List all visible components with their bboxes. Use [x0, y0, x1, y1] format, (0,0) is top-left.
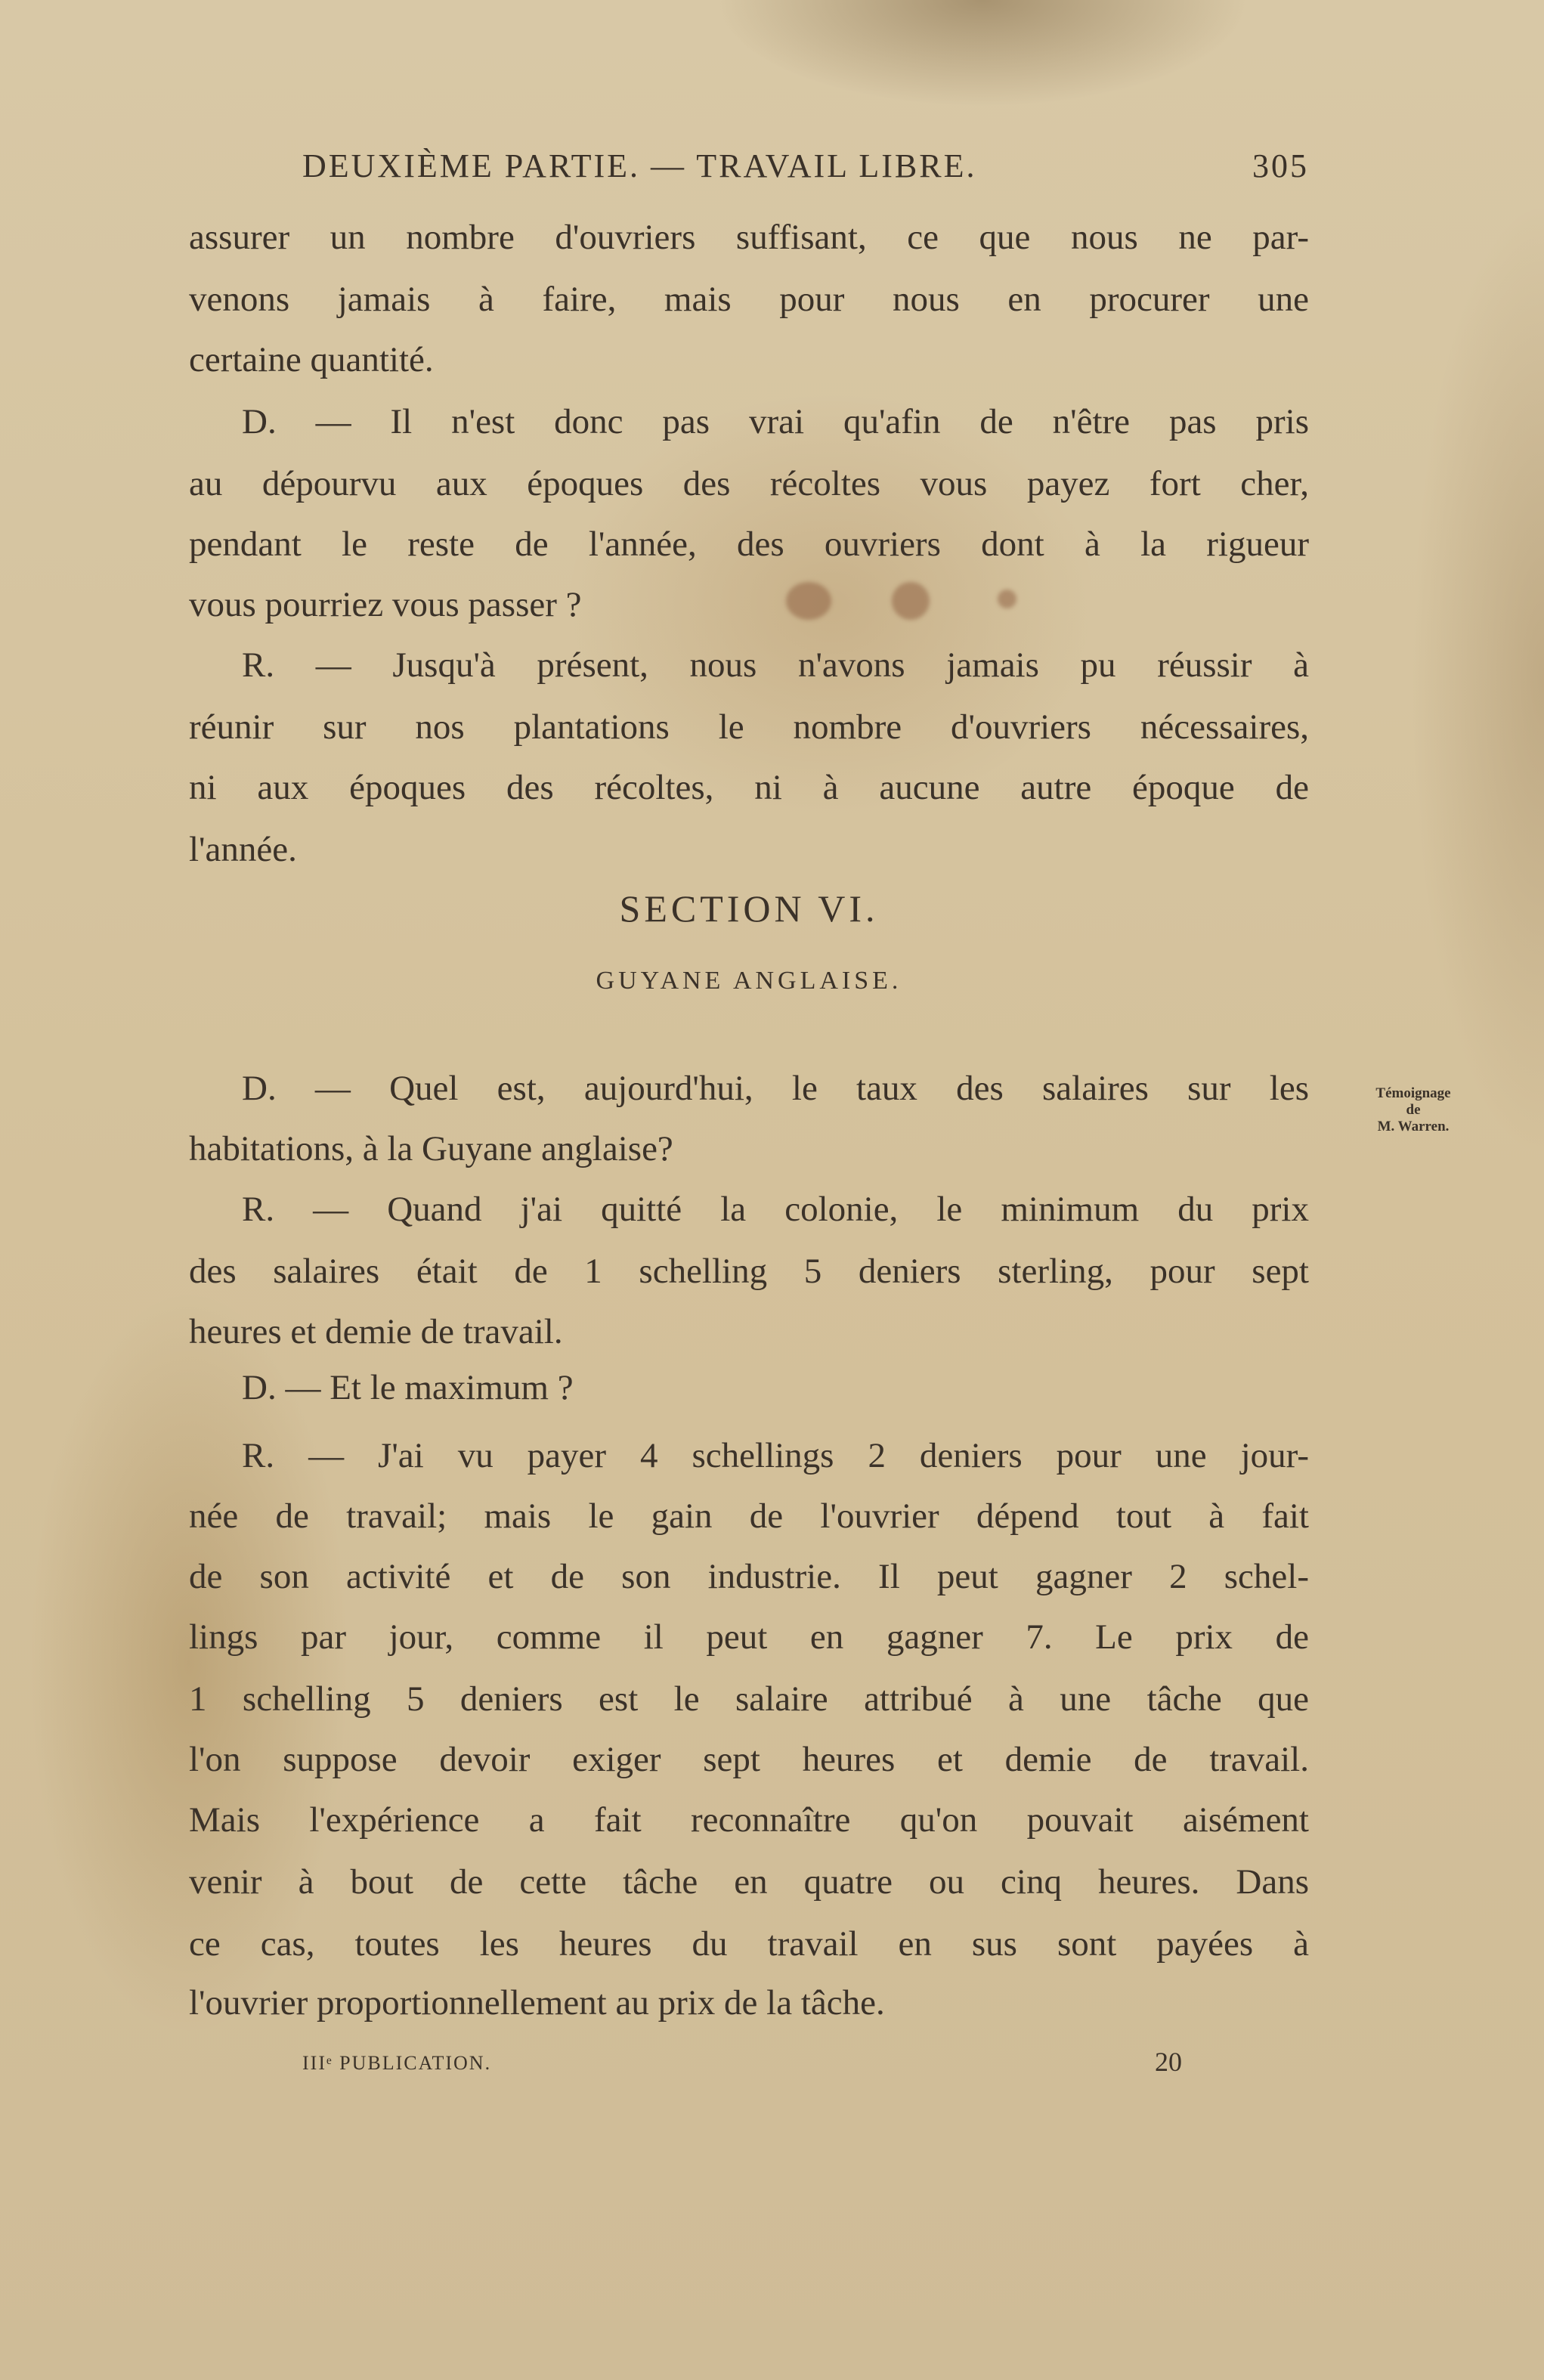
text-line: heures et demie de travail. [189, 1312, 563, 1351]
margin-note-line: de [1406, 1102, 1421, 1118]
text-line: D. — Et le maximum ? [242, 1368, 574, 1407]
text-line: habitations, à la Guyane anglaise? [189, 1129, 673, 1168]
header-title: DEUXIÈME PARTIE. — TRAVAIL LIBRE. [302, 147, 977, 184]
text-line: 1 schelling 5 deniers est le salaire attribué à une tâche que [189, 1679, 1309, 1719]
text-line: pendant le reste de l'année, des ouvriers dont à la rigueur [189, 525, 1309, 564]
footer-signature: IIIᵉ PUBLICATION. [302, 2052, 492, 2074]
text-line: réunir sur nos plantations le nombre d'ouvriers nécessaires, [189, 707, 1309, 747]
text-line: R. — Quand j'ai quitté la colonie, le minimum du prix [242, 1190, 1309, 1229]
text-line: l'ouvrier proportionnellement au prix de la tâche. [189, 1983, 885, 2023]
text-line: lings par jour, comme il peut en gagner 7. Le prix de [189, 1617, 1309, 1657]
text-line: au dépourvu aux époques des récoltes vous payez fort cher, [189, 464, 1309, 503]
text-line: des salaires était de 1 schelling 5 deniers sterling, pour sept [189, 1252, 1309, 1291]
text-line: ni aux époques des récoltes, ni à aucune autre époque de [189, 768, 1309, 807]
margin-note-line: Témoignage [1375, 1085, 1451, 1101]
text-line: vous pourriez vous passer ? [189, 585, 582, 624]
text-line: de son activité et de son industrie. Il peut gagner 2 schel- [189, 1557, 1309, 1596]
section-subtitle: GUYANE ANGLAISE. [596, 967, 902, 995]
text-line: D. — Il n'est donc pas vrai qu'afin de n'être pas pris [242, 402, 1309, 441]
text-line: l'année. [189, 830, 297, 869]
sheet-number: 20 [1155, 2047, 1182, 2077]
text-line: R. — J'ai vu payer 4 schellings 2 deniers pour une jour- [242, 1436, 1309, 1475]
text-line: assurer un nombre d'ouvriers suffisant, ce que nous ne par- [189, 218, 1309, 257]
text-line: Mais l'expérience a fait reconnaître qu'on pouvait aisément [189, 1800, 1309, 1840]
section-title: SECTION VI. [619, 887, 879, 930]
text-line: D. — Quel est, aujourd'hui, le taux des salaires sur les [242, 1069, 1309, 1108]
text-line: née de travail; mais le gain de l'ouvrier dépend tout à fait [189, 1496, 1309, 1536]
margin-note-line: M. Warren. [1377, 1119, 1450, 1134]
margin-note [1319, 1085, 1508, 1135]
text-line: l'on suppose devoir exiger sept heures et demie de travail. [189, 1740, 1309, 1779]
running-header [302, 144, 1309, 189]
text-line: R. — Jusqu'à présent, nous n'avons jamais pu réussir à [242, 645, 1309, 685]
text-line: venir à bout de cette tâche en quatre ou cinq heures. Dans [189, 1862, 1309, 1902]
page-number: 305 [1252, 147, 1309, 184]
text-line: ce cas, toutes les heures du travail en sus sont payées à [189, 1924, 1309, 1964]
text-line: venons jamais à faire, mais pour nous en procurer une [189, 280, 1309, 319]
text-line: certaine quantité. [189, 340, 434, 379]
